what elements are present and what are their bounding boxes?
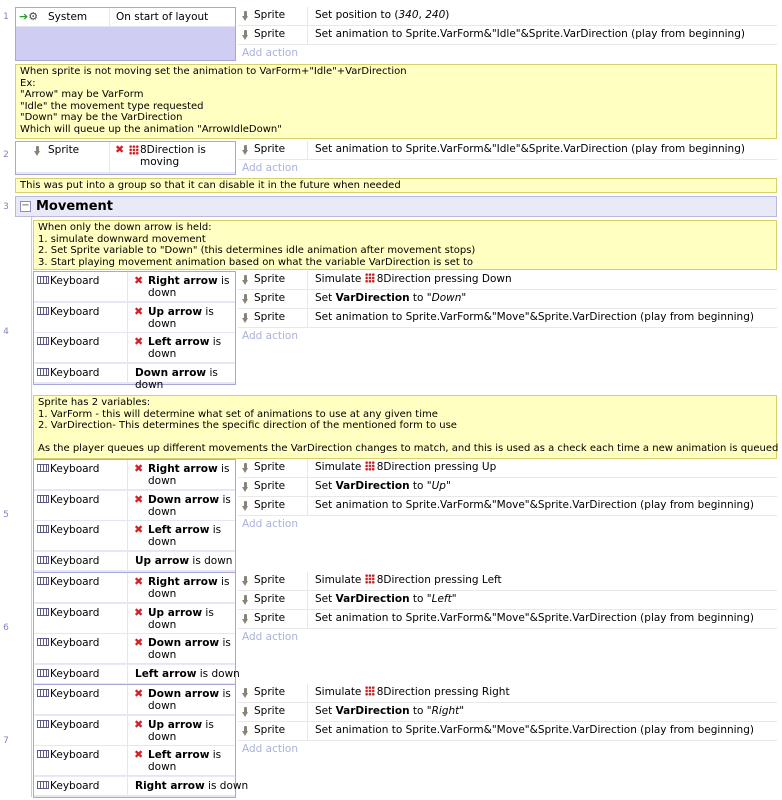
- comment[interactable]: When sprite is not moving set the animation to VarForm+"Idle"+VarDirection Ex: "Arrow" may be VarForm "Idle" the movement type requested "Down" may be the VarDirection Which will queue up the animation "ArrowIdleDown": [15, 64, 777, 139]
- keyboard-icon: [37, 495, 49, 503]
- action-row[interactable]: [238, 684, 777, 703]
- condition-label: [135, 668, 240, 680]
- keyboard-icon: [37, 781, 49, 789]
- action-text: [309, 497, 777, 515]
- condition-object: Keyboard: [50, 366, 100, 379]
- collapse-toggle[interactable]: −: [21, 200, 30, 211]
- condition-keyboard[interactable]: [34, 364, 235, 391]
- action-object-cell: [238, 591, 308, 609]
- condition-system-start[interactable]: [16, 8, 235, 27]
- condition-object: Keyboard: [50, 637, 100, 649]
- sprite-icon: [242, 501, 249, 511]
- condition-suffix: is down: [148, 336, 222, 360]
- keyboard-icon: [37, 525, 49, 533]
- condition-object: Keyboard: [50, 688, 100, 700]
- negate-icon: ✖: [134, 274, 144, 287]
- condition-keyboard[interactable]: [34, 634, 235, 664]
- line-number: 3: [3, 202, 9, 212]
- action-object: Sprite: [254, 273, 286, 285]
- keyboard-icon: [37, 307, 49, 315]
- condition-suffix: is down: [135, 366, 218, 391]
- key-name: Down arrow: [148, 688, 220, 700]
- key-name: Up arrow: [135, 554, 190, 567]
- condition-keyboard[interactable]: [34, 272, 235, 302]
- condition-object-cell: [34, 604, 128, 633]
- condition-object: Keyboard: [50, 606, 100, 619]
- action-object: Sprite: [254, 686, 286, 698]
- sprite-icon: [242, 614, 249, 624]
- condition-label: [148, 336, 221, 360]
- action-text: [309, 722, 777, 740]
- condition-text: [129, 685, 235, 714]
- condition-keyboard[interactable]: [34, 665, 240, 684]
- action-to: to: [409, 705, 427, 717]
- condition-object-cell: [34, 716, 128, 745]
- condition-suffix: is down: [204, 779, 249, 792]
- sprite-icon: [242, 294, 249, 304]
- 8direction-icon: [365, 273, 375, 283]
- action-row[interactable]: [238, 722, 777, 741]
- condition-label: [135, 367, 218, 391]
- comment[interactable]: This was put into a group so that it can disable it in the future when needed: [15, 178, 777, 193]
- comment[interactable]: When only the down arrow is held: 1. simulate downward movement 2. Set Sprite variable to "Down" (this determines idle animation after movement stops) 3. Start playing movement animation based on what the variable VarDirection is set to: [33, 220, 777, 270]
- condition-label: [148, 607, 214, 631]
- action-row[interactable]: [238, 610, 777, 629]
- condition-suffix: is down: [148, 275, 230, 299]
- event-conditions[interactable]: [33, 684, 249, 798]
- condition-object-cell: [34, 491, 128, 520]
- condition-object: Keyboard: [50, 524, 100, 536]
- condition-object-cell: [34, 573, 128, 602]
- condition-label: [148, 463, 229, 487]
- condition-suffix: is down: [148, 305, 214, 330]
- add-action-link[interactable]: Add action: [238, 516, 777, 533]
- action-object-cell: [238, 478, 308, 496]
- condition-object: Keyboard: [50, 718, 100, 731]
- action-object: Sprite: [254, 143, 286, 155]
- condition-object: Keyboard: [50, 275, 100, 287]
- action-prefix: Simulate: [315, 574, 365, 586]
- action-text: Set position to (340, 240): [315, 9, 450, 21]
- action-detail: Set animation to Sprite.VarForm&"Move"&Sprite.VarDirection (play from beginning): [315, 612, 754, 624]
- action-detail: 8Direction pressing Left: [376, 574, 502, 586]
- key-name: Down arrow: [135, 366, 207, 379]
- action-object: Sprite: [254, 461, 286, 473]
- key-name: Down arrow: [148, 493, 220, 506]
- sprite-icon: [242, 482, 249, 492]
- action-row[interactable]: [238, 591, 777, 610]
- line-number: 6: [3, 623, 9, 633]
- action-to: to: [409, 292, 427, 304]
- line-number: 7: [3, 736, 9, 746]
- action-text: [309, 309, 777, 327]
- action-prefix: Simulate: [315, 273, 365, 285]
- sprite-icon: [242, 30, 249, 40]
- action-row[interactable]: [238, 572, 777, 591]
- key-name: Left arrow: [148, 749, 210, 761]
- action-row[interactable]: [238, 497, 777, 516]
- sprite-icon: [242, 726, 249, 736]
- keyboard-icon: [37, 556, 49, 564]
- action-object-cell: [238, 703, 308, 721]
- 8direction-icon: [365, 574, 375, 584]
- action-prefix: Set: [315, 705, 336, 717]
- condition-text: On start of layout: [116, 11, 209, 23]
- sprite-icon: [242, 275, 249, 285]
- negate-icon: ✖: [134, 462, 144, 475]
- group-title: Movement: [36, 199, 113, 214]
- condition-keyboard[interactable]: [34, 552, 235, 571]
- condition-object-cell: [34, 521, 128, 550]
- sprite-icon: [242, 707, 249, 717]
- action-prefix: Set: [315, 593, 336, 605]
- condition-object-cell: [34, 552, 128, 570]
- action-object-cell: [238, 572, 308, 590]
- action-row[interactable]: [238, 478, 777, 497]
- condition-label: [148, 494, 231, 518]
- action-object-cell: [238, 610, 308, 628]
- action-text: [309, 290, 777, 308]
- condition-object: Keyboard: [50, 554, 100, 567]
- action-row[interactable]: [238, 7, 777, 26]
- comment[interactable]: Sprite has 2 variables: 1. VarForm - this will determine what set of animations to use at any given time 2. VarDirection- This determines the specific direction of the mentioned form to use As the player queues up different movements the VarDirection changes to match, and this is used as a check each time a new animation is queued: [33, 395, 777, 459]
- 8direction-icon: [365, 461, 375, 471]
- condition-suffix: is down: [148, 718, 214, 743]
- condition-text: [129, 272, 235, 301]
- condition-suffix: is down: [189, 554, 233, 567]
- keyboard-icon: [37, 337, 49, 345]
- keyboard-icon: [37, 750, 49, 758]
- condition-suffix: is down: [148, 576, 230, 600]
- condition-keyboard[interactable]: [34, 777, 249, 796]
- key-name: Left arrow: [135, 667, 197, 680]
- condition-keyboard[interactable]: [34, 521, 235, 551]
- negate-icon: ✖: [134, 687, 144, 700]
- add-action-link[interactable]: Add action: [238, 45, 777, 62]
- condition-keyboard[interactable]: [34, 333, 235, 363]
- condition-object: Keyboard: [50, 305, 100, 318]
- action-object-cell: [238, 459, 308, 477]
- sprite-icon: [242, 463, 249, 473]
- negate-icon: ✖: [134, 523, 144, 536]
- sprite-icon: [242, 576, 249, 586]
- variable-value: "Left": [426, 593, 457, 605]
- negate-icon: ✖: [115, 143, 125, 156]
- condition-keyboard[interactable]: [34, 491, 235, 521]
- condition-label: [148, 306, 214, 330]
- keyboard-icon: [37, 577, 49, 585]
- action-detail: Set animation to Sprite.VarForm&"Move"&Sprite.VarDirection (play from beginning): [315, 724, 754, 736]
- action-detail: 8Direction pressing Down: [376, 273, 512, 285]
- negate-icon: ✖: [134, 492, 144, 506]
- condition-suffix: is down: [148, 493, 231, 518]
- condition-suffix: is down: [148, 524, 222, 548]
- action-row[interactable]: [238, 309, 777, 328]
- action-detail: Set animation to Sprite.VarForm&"Move"&Sprite.VarDirection (play from beginning): [315, 311, 754, 323]
- condition-object: Keyboard: [50, 336, 100, 348]
- condition-keyboard[interactable]: [34, 460, 235, 490]
- key-name: Left arrow: [148, 524, 210, 536]
- action-object: Sprite: [254, 499, 286, 511]
- keyboard-icon: [37, 368, 49, 376]
- condition-object: Keyboard: [50, 749, 100, 761]
- variable-name: VarDirection: [335, 593, 410, 605]
- action-object: Sprite: [254, 311, 286, 323]
- condition-object: System: [48, 11, 88, 23]
- condition-keyboard[interactable]: [34, 685, 235, 715]
- action-text: [309, 478, 777, 496]
- group-header[interactable]: [15, 196, 777, 217]
- action-object: Sprite: [254, 574, 286, 586]
- condition-label: [135, 555, 232, 567]
- variable-value: "Right": [426, 705, 465, 717]
- sprite-icon: [242, 595, 249, 605]
- condition-label: [148, 576, 229, 600]
- action-text: Set animation to Sprite.VarForm&"Idle"&Sprite.VarDirection (play from beginning): [315, 143, 745, 155]
- condition-keyboard[interactable]: [34, 746, 235, 776]
- key-name: Up arrow: [148, 305, 203, 318]
- action-object: Sprite: [254, 724, 286, 736]
- condition-text: [129, 303, 235, 332]
- condition-text: [129, 552, 235, 570]
- action-object: Sprite: [254, 593, 286, 605]
- negate-icon: ✖: [134, 636, 144, 649]
- key-name: Right arrow: [148, 463, 218, 475]
- condition-text: [129, 333, 235, 362]
- add-action-link[interactable]: Add action: [238, 328, 777, 345]
- key-name: Left arrow: [148, 336, 210, 348]
- action-text: [309, 459, 777, 477]
- condition-object-cell: [34, 333, 128, 362]
- 8direction-icon: [365, 686, 375, 696]
- action-object: Sprite: [254, 28, 286, 40]
- action-object-cell: [238, 290, 308, 308]
- event-1-conditions[interactable]: [15, 7, 236, 61]
- action-object: Sprite: [254, 292, 286, 304]
- condition-object-cell: [34, 777, 128, 795]
- condition-label: [148, 719, 214, 743]
- keyboard-icon: [37, 464, 49, 472]
- condition-object: Sprite: [48, 144, 80, 156]
- sprite-icon: [242, 145, 249, 155]
- condition-text: [129, 573, 235, 602]
- key-name: Up arrow: [148, 606, 203, 619]
- action-to: to: [409, 480, 427, 492]
- action-object-cell: [238, 722, 308, 740]
- action-text: [309, 591, 777, 609]
- condition-suffix: is down: [148, 463, 230, 487]
- action-text: [309, 684, 777, 702]
- negate-icon: ✖: [134, 748, 144, 761]
- sprite-icon: [242, 313, 249, 323]
- condition-object: Keyboard: [50, 779, 100, 792]
- condition-keyboard[interactable]: [34, 604, 235, 634]
- action-object-cell: [238, 497, 308, 515]
- keyboard-icon: [37, 669, 49, 677]
- key-name: Up arrow: [148, 718, 203, 731]
- condition-label: [148, 688, 231, 712]
- action-to: to: [409, 593, 427, 605]
- condition-suffix: is down: [148, 688, 231, 712]
- action-prefix: Simulate: [315, 461, 365, 473]
- condition-label: [148, 275, 229, 299]
- line-number: 1: [3, 12, 9, 22]
- action-text: [309, 703, 777, 721]
- condition-object-cell: [34, 746, 128, 775]
- negate-icon: ✖: [134, 717, 144, 731]
- condition-text: [129, 491, 235, 520]
- group-indent-line: [31, 217, 32, 797]
- line-number: 4: [3, 327, 9, 337]
- condition-object: Keyboard: [50, 576, 100, 588]
- action-prefix: Set: [315, 292, 336, 304]
- keyboard-icon: [37, 720, 49, 728]
- action-row[interactable]: [238, 141, 777, 160]
- action-text: [309, 271, 777, 289]
- condition-keyboard[interactable]: [34, 573, 235, 603]
- condition-text: [129, 460, 235, 489]
- sprite-icon: [34, 146, 41, 156]
- condition-text: [129, 716, 235, 745]
- action-detail: 8Direction pressing Right: [376, 686, 510, 698]
- condition-object-cell: [34, 665, 128, 683]
- condition-text: [129, 777, 249, 795]
- action-prefix: Simulate: [315, 686, 365, 698]
- condition-keyboard[interactable]: [34, 716, 235, 746]
- action-text: [309, 610, 777, 628]
- add-action-link[interactable]: Add action: [238, 741, 777, 758]
- negate-icon: ✖: [134, 605, 144, 619]
- key-name: Right arrow: [135, 779, 205, 792]
- 8direction-icon: [129, 145, 139, 155]
- condition-suffix: is down: [196, 667, 240, 680]
- event-conditions[interactable]: [33, 271, 236, 391]
- event-conditions[interactable]: [33, 459, 236, 573]
- condition-text: [129, 634, 235, 663]
- sprite-icon: [242, 11, 249, 21]
- action-object-cell: [238, 271, 308, 289]
- arrow-gear-icon: ➔⚙: [19, 10, 39, 23]
- action-row[interactable]: [238, 26, 777, 45]
- condition-object-cell: [34, 634, 128, 663]
- line-number: 2: [3, 150, 9, 160]
- condition-object: Keyboard: [50, 463, 100, 475]
- condition-object-cell: [34, 364, 128, 382]
- action-row[interactable]: [238, 271, 777, 290]
- action-row[interactable]: [238, 290, 777, 309]
- variable-value: "Up": [426, 480, 451, 492]
- condition-text: [129, 604, 235, 633]
- event-conditions[interactable]: [33, 572, 240, 686]
- action-object: Sprite: [254, 9, 286, 21]
- action-row[interactable]: [238, 703, 777, 722]
- add-action-link[interactable]: Add action: [238, 629, 777, 646]
- condition-keyboard[interactable]: [34, 303, 235, 333]
- action-object-cell: [238, 309, 308, 327]
- action-text: [309, 572, 777, 590]
- condition-sprite-moving[interactable]: [16, 142, 235, 173]
- condition-text: 8Direction is moving: [140, 144, 206, 168]
- condition-object-cell: [34, 685, 128, 714]
- action-detail: Set animation to Sprite.VarForm&"Move"&Sprite.VarDirection (play from beginning): [315, 499, 754, 511]
- condition-suffix: is down: [148, 749, 222, 773]
- condition-label: [148, 524, 221, 548]
- condition-text: [129, 521, 235, 550]
- key-name: Right arrow: [148, 275, 218, 287]
- keyboard-icon: [37, 689, 49, 697]
- key-name: Down arrow: [148, 637, 220, 649]
- condition-text: [129, 364, 235, 391]
- action-object: Sprite: [254, 480, 286, 492]
- condition-label: [148, 749, 221, 773]
- condition-object-cell: [34, 303, 128, 332]
- variable-name: VarDirection: [335, 705, 410, 717]
- negate-icon: ✖: [134, 304, 144, 318]
- key-name: Right arrow: [148, 576, 218, 588]
- condition-text: [129, 746, 235, 775]
- condition-label: [148, 637, 231, 661]
- negate-icon: ✖: [134, 335, 144, 348]
- condition-text: [129, 665, 240, 683]
- variable-value: "Down": [426, 292, 467, 304]
- action-prefix: Set: [315, 480, 336, 492]
- condition-label: [135, 780, 248, 792]
- condition-suffix: is down: [148, 637, 231, 661]
- variable-name: VarDirection: [335, 292, 410, 304]
- action-text: Set animation to Sprite.VarForm&"Idle"&Sprite.VarDirection (play from beginning): [315, 28, 745, 40]
- condition-object: Keyboard: [50, 667, 100, 680]
- variable-name: VarDirection: [335, 480, 410, 492]
- condition-object: Keyboard: [50, 493, 100, 506]
- condition-suffix: is down: [148, 606, 214, 631]
- add-action-link[interactable]: Add action: [238, 160, 777, 177]
- sprite-icon: [242, 688, 249, 698]
- line-number: 5: [3, 510, 9, 520]
- keyboard-icon: [37, 608, 49, 616]
- negate-icon: ✖: [134, 575, 144, 588]
- keyboard-icon: [37, 638, 49, 646]
- action-object: Sprite: [254, 612, 286, 624]
- condition-object-cell: [34, 272, 128, 301]
- condition-object-cell: [34, 460, 128, 489]
- action-row[interactable]: [238, 459, 777, 478]
- keyboard-icon: [37, 276, 49, 284]
- action-object-cell: [238, 684, 308, 702]
- action-object: Sprite: [254, 705, 286, 717]
- action-detail: 8Direction pressing Up: [376, 461, 497, 473]
- event-2-conditions[interactable]: [15, 141, 236, 175]
